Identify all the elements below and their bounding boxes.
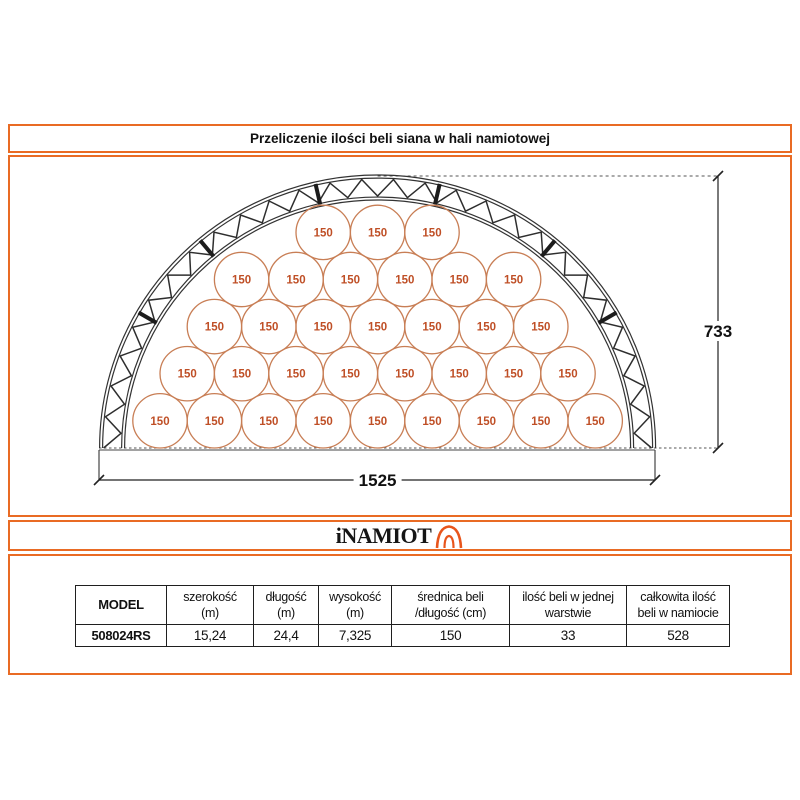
hay-bale-label: 150 (531, 415, 551, 428)
hay-bale-label: 150 (558, 368, 578, 381)
bale-stacking-diagram (10, 157, 790, 515)
table-frame (8, 554, 792, 675)
spec-table (75, 585, 730, 647)
hay-bale-label: 150 (340, 274, 360, 287)
hay-bale-label: 150 (340, 368, 360, 381)
diagram-frame (8, 155, 792, 517)
hay-bale-label: 150 (504, 368, 524, 381)
hay-bale-label: 150 (585, 415, 605, 428)
truss-web-zigzag (104, 180, 652, 449)
hay-bale-label: 150 (177, 368, 197, 381)
value-cell: 24,4 (254, 625, 319, 647)
tent-arch-icon (434, 523, 464, 549)
hay-bale-label: 150 (313, 321, 333, 334)
hay-bale-label: 150 (449, 274, 469, 287)
value-cell: 15,24 (167, 625, 254, 647)
value-cell: 7,325 (319, 625, 392, 647)
hay-bale-label: 150 (476, 415, 496, 428)
hay-bale-label: 150 (395, 274, 415, 287)
hay-bale-label: 150 (204, 415, 224, 428)
hay-bale-label: 150 (476, 321, 496, 334)
hay-bale-label: 150 (422, 227, 442, 240)
hay-bale-label: 150 (422, 415, 442, 428)
hay-bale-label: 150 (504, 274, 524, 287)
hay-bale-label: 150 (204, 321, 224, 334)
hay-bale-label: 150 (449, 368, 469, 381)
hay-bale-label: 150 (232, 368, 252, 381)
height-dimension-label: 733 (703, 322, 733, 341)
truss-chord-arc (103, 178, 653, 448)
hay-bale-label: 150 (286, 274, 306, 287)
column-header: średnica beli /długość (cm) (392, 586, 510, 625)
hay-bale-label: 150 (286, 368, 306, 381)
value-cell: 528 (627, 625, 730, 647)
column-header: długość (m) (254, 586, 319, 625)
hay-bale-label: 150 (150, 415, 170, 428)
column-header: całkowita ilość beli w namiocie (627, 586, 730, 625)
hay-bale-label: 150 (313, 227, 333, 240)
value-cell: 150 (392, 625, 510, 647)
hay-bale-label: 150 (232, 274, 252, 287)
table-data-row (76, 625, 730, 647)
value-cell: 33 (510, 625, 627, 647)
column-header: ilość beli w jednej warstwie (510, 586, 627, 625)
logo-text: iNAMIOT (335, 522, 432, 548)
hay-bale-label: 150 (368, 321, 388, 334)
model-code-cell: 508024RS (76, 625, 167, 647)
column-header: wysokość (m) (319, 586, 392, 625)
hay-bale-label: 150 (368, 227, 388, 240)
table-header-row (76, 586, 730, 625)
page-title: Przeliczenie ilości beli siana w hali namiotowej (249, 131, 551, 146)
width-dimension-label: 1525 (358, 471, 397, 490)
hay-bale-label: 150 (422, 321, 442, 334)
hay-bale-label: 150 (259, 415, 279, 428)
hay-bale-label: 150 (259, 321, 279, 334)
column-header: MODEL (76, 586, 167, 625)
logo (8, 520, 792, 551)
hay-bale-label: 150 (313, 415, 333, 428)
column-header: szerokość (m) (167, 586, 254, 625)
hay-bale-label: 150 (395, 368, 415, 381)
title-bar (8, 124, 792, 153)
hay-bale-label: 150 (368, 415, 388, 428)
hay-bale-label: 150 (531, 321, 551, 334)
